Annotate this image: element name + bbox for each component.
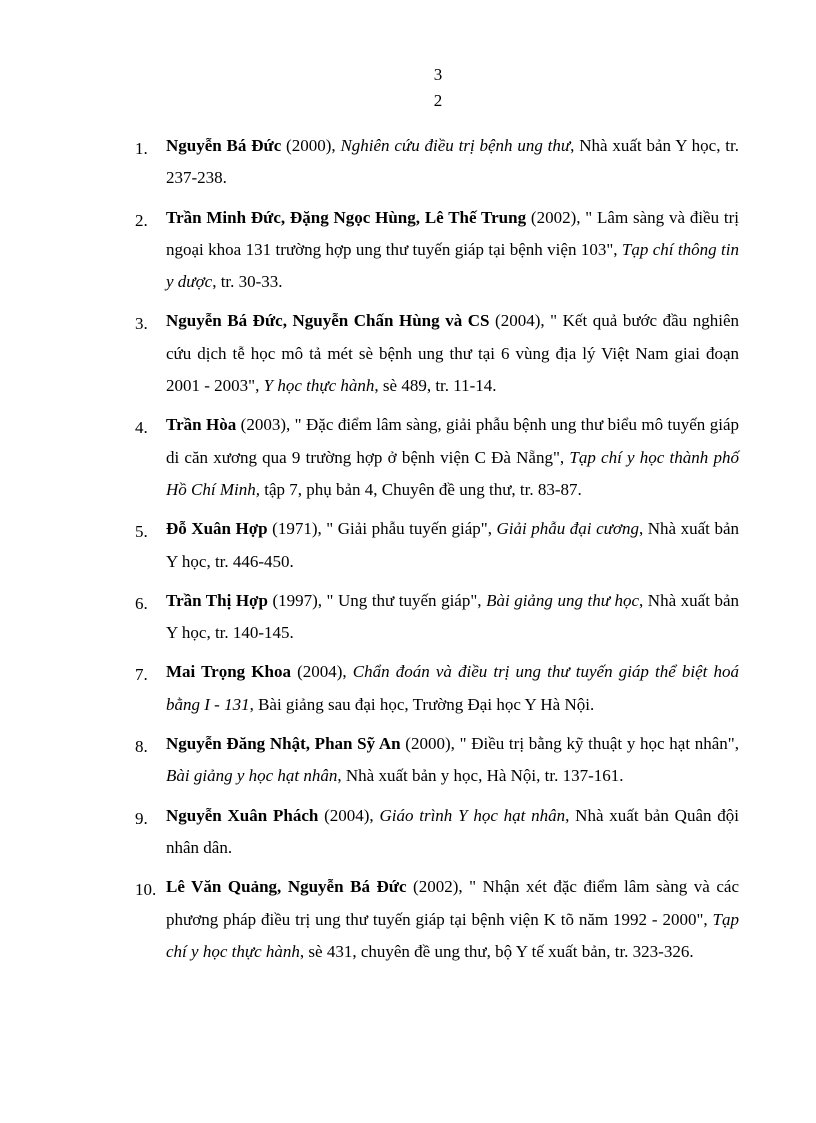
reference-text: (2000), xyxy=(281,136,341,155)
reference-authors: Nguyễn Xuân Phách xyxy=(166,805,319,825)
reference-authors: Trần Thị Hợp xyxy=(166,590,268,610)
reference-item xyxy=(135,800,739,865)
reference-source: tập 7, phụ bản 4, Chuyên đề ung thư, tr. 83-87. xyxy=(259,479,582,499)
reference-number: 6. xyxy=(135,593,148,613)
reference-source: , Nhà xuất bản Y học, tr. 446-450. xyxy=(166,519,739,571)
reference-authors: Đỗ Xuân Hợp xyxy=(166,519,268,539)
reference-number: 10. xyxy=(135,880,157,900)
reference-text: (1997), " Ung thư tuyến giáp", xyxy=(267,590,487,610)
reference-authors: Nguyễn Bá Đức xyxy=(166,136,282,155)
reference-source: , Nhà xuất bản Quân đội nhân dân. xyxy=(166,805,739,857)
reference-text: (2002), " Nhận xét đặc điểm lâm sàng và các phương pháp điều trị ung thư tuyến giáp tại bệnh viện K tõ năm 1992 - 2000", xyxy=(166,877,739,929)
reference-item xyxy=(135,409,739,506)
reference-source: , sè 431, chuyên đề ung thư, bộ Y tế xuất bản, tr. 323-326. xyxy=(299,941,694,961)
reference-title: Tạp chí y học thực hành xyxy=(166,909,739,961)
reference-authors: Nguyễn Bá Đức, Nguyễn Chấn Hùng và CS xyxy=(166,311,490,331)
reference-number: 5. xyxy=(135,522,148,542)
reference-title: Bài giảng y học hạt nhân xyxy=(166,766,338,786)
reference-list xyxy=(135,130,739,975)
reference-source: , Nhà xuất bản Y học, tr. 237-238. xyxy=(166,136,739,188)
reference-source: , tr. 30-33. xyxy=(212,272,283,292)
reference-authors: Trần Minh Đức, Đặng Ngọc Hùng, Lê Thế Trung xyxy=(166,207,527,227)
reference-source: , Nhà xuất bản y học, Hà Nội, tr. 137-161. xyxy=(337,766,624,786)
reference-item xyxy=(135,728,739,793)
reference-item xyxy=(135,130,739,195)
reference-title: Chẩn đoán và điều trị ung thư tuyến giáp thể biệt hoá bằng I - 131 xyxy=(166,662,740,714)
reference-authors: Nguyễn Đăng Nhật, Phan Sỹ An xyxy=(166,734,401,754)
reference-title: Giáo trình Y học hạt nhân xyxy=(379,805,566,825)
reference-text: (2000), " Điều trị bằng kỹ thuật y học hạt nhân", xyxy=(400,734,739,754)
reference-title: Tạp chí y học thành phố Hồ Chí Minh, xyxy=(166,447,739,499)
reference-text: (1971), " Giải phẫu tuyến giáp", xyxy=(267,519,497,539)
reference-text: (2004), xyxy=(290,662,353,682)
reference-number: 2. xyxy=(135,210,148,230)
reference-authors: Lê Văn Quảng, Nguyễn Bá Đức xyxy=(166,877,407,897)
reference-authors: Trần Hòa xyxy=(166,415,237,435)
reference-source: , Nhà xuất bản Y học, tr. 140-145. xyxy=(166,590,739,643)
reference-title: Tạp chí thông tin y dược xyxy=(166,239,739,292)
reference-number: 7. xyxy=(135,665,148,685)
reference-number: 1. xyxy=(135,139,148,158)
reference-item xyxy=(135,871,739,968)
reference-item xyxy=(135,202,739,299)
reference-title: Nghiên cứu điều trị bệnh ung thư xyxy=(340,136,571,155)
reference-text: (2002), " Lâm sàng và điều trị ngoại khoa 131 trường hợp ung thư tuyến giáp tại bệnh viện 103", xyxy=(166,207,740,259)
reference-title: Y học thực hành xyxy=(263,376,375,396)
reference-number: 4. xyxy=(135,418,148,438)
reference-number: 3. xyxy=(135,314,148,334)
reference-text: (2004), " Kết quả bước đầu nghiên cứu dịch tễ học mô tả mét sè bệnh ung thư tại 6 vùng địa lý Việt Nam giai đoạn 2001 - 2003", xyxy=(166,311,739,396)
reference-text: (2004), xyxy=(318,805,380,825)
reference-text: (2003), " Đặc điểm lâm sàng, giải phẫu bệnh ung thư biểu mô tuyến giáp di căn xương qua 9 trường hợp ở bệnh viện C Đà Nẵng", xyxy=(166,415,739,467)
reference-title: Giải phẫu đại cương xyxy=(496,519,639,539)
reference-source: , sè 489, tr. 11-14. xyxy=(374,376,497,396)
page-number-top: 3 xyxy=(433,65,443,84)
reference-authors: Mai Trọng Khoa xyxy=(166,662,291,682)
reference-item xyxy=(135,585,739,650)
reference-item xyxy=(135,513,739,578)
reference-title: Bài giảng ung thư học xyxy=(486,590,640,610)
reference-number: 9. xyxy=(135,808,148,828)
reference-item xyxy=(135,305,739,402)
page-number-bottom: 2 xyxy=(433,91,443,110)
reference-source: , Bài giảng sau đại học, Trường Đại học Y Hà Nội. xyxy=(249,694,595,714)
reference-number: 8. xyxy=(135,737,148,757)
reference-item xyxy=(135,656,739,721)
